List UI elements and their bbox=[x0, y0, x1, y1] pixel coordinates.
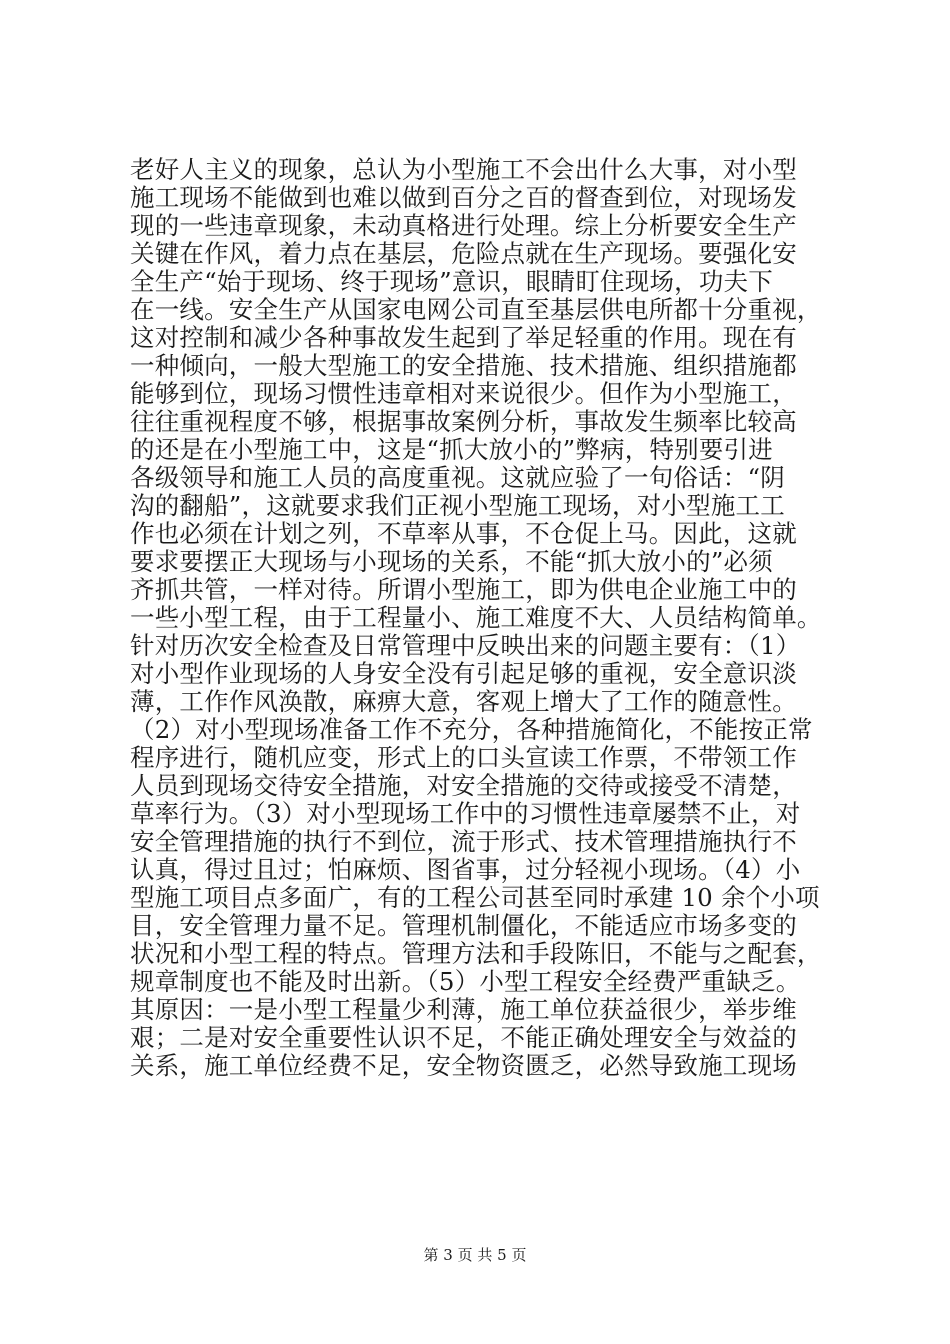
text-line: 认真，得过且过；怕麻烦、图省事，过分轻视小现场。（4）小 bbox=[130, 855, 801, 884]
text-line: 目，安全管理力量不足。管理机制僵化，不能适应市场多变的 bbox=[130, 911, 797, 940]
text-line: 施工现场不能做到也难以做到百分之百的督查到位，对现场发 bbox=[130, 183, 797, 212]
text-line: 这对控制和减少各种事故发生起到了举足轻重的作用。现在有 bbox=[130, 323, 797, 352]
text-line: 关系，施工单位经费不足，安全物资匮乏，必然导致施工现场 bbox=[130, 1051, 797, 1080]
text-line: 艰；二是对安全重要性认识不足，不能正确处理安全与效益的 bbox=[130, 1023, 797, 1052]
body-text bbox=[130, 156, 850, 1080]
text-line: 薄，工作作风涣散，麻痹大意，客观上增大了工作的随意性。 bbox=[130, 687, 797, 716]
text-line: 的还是在小型施工中，这是“抓大放小的”弊病，特别要引进 bbox=[130, 435, 773, 464]
text-line: 要求要摆正大现场与小现场的关系，不能“抓大放小的”必须 bbox=[130, 547, 773, 576]
text-line: 能够到位，现场习惯性违章相对来说很少。但作为小型施工， bbox=[130, 379, 797, 408]
text-line: 程序进行，随机应变，形式上的口头宣读工作票，不带领工作 bbox=[130, 743, 797, 772]
page-footer: 第 3 页 共 5 页 bbox=[423, 1246, 527, 1264]
text-line: 现的一些违章现象，未动真格进行处理。综上分析要安全生产 bbox=[130, 211, 797, 240]
text-line: 对小型作业现场的人身安全没有引起足够的重视，安全意识淡 bbox=[130, 659, 797, 688]
text-line: 关键在作风，着力点在基层，危险点就在生产现场。要强化安 bbox=[130, 239, 797, 268]
text-line: 一种倾向，一般大型施工的安全措施、技术措施、组织措施都 bbox=[130, 351, 797, 380]
text-line: 状况和小型工程的特点。管理方法和手段陈旧，不能与之配套， bbox=[130, 939, 822, 968]
text-line: 针对历次安全检查及日常管理中反映出来的问题主要有：（1） bbox=[130, 631, 801, 660]
text-line: 齐抓共管，一样对待。所谓小型施工，即为供电企业施工中的 bbox=[130, 575, 797, 604]
text-line: 往往重视程度不够，根据事故案例分析，事故发生频率比较高 bbox=[130, 407, 797, 436]
text-line: 其原因：一是小型工程量少利薄，施工单位获益很少，举步维 bbox=[130, 995, 797, 1024]
text-line: 在一线。安全生产从国家电网公司直至基层供电所都十分重视， bbox=[130, 295, 822, 324]
text-line: 型施工项目点多面广，有的工程公司甚至同时承建 10 余个小项 bbox=[130, 883, 820, 912]
text-line: 草率行为。（3）对小型现场工作中的习惯性违章屡禁不止，对 bbox=[130, 799, 801, 828]
text-line: （2）对小型现场准备工作不充分，各种措施简化，不能按正常 bbox=[130, 715, 813, 744]
text-line: 规章制度也不能及时出新。（5）小型工程安全经费严重缺乏。 bbox=[130, 967, 801, 996]
text-line: 安全管理措施的执行不到位，流于形式、技术管理措施执行不 bbox=[130, 827, 797, 856]
text-line: 各级领导和施工人员的高度重视。这就应验了一句俗话：“阴 bbox=[130, 463, 785, 492]
text-line: 作也必须在计划之列，不草率从事，不仓促上马。因此，这就 bbox=[130, 519, 797, 548]
text-line: 沟的翻船”，这就要求我们正视小型施工现场，对小型施工工 bbox=[130, 491, 785, 520]
text-line: 全生产“始于现场、终于现场”意识，眼睛盯住现场，功夫下 bbox=[130, 267, 773, 296]
text-line: 人员到现场交待安全措施，对安全措施的交待或接受不清楚， bbox=[130, 771, 797, 800]
text-line: 老好人主义的现象，总认为小型施工不会出什么大事，对小型 bbox=[130, 155, 797, 184]
text-line: 一些小型工程，由于工程量小、施工难度不大、人员结构简单。 bbox=[130, 603, 822, 632]
